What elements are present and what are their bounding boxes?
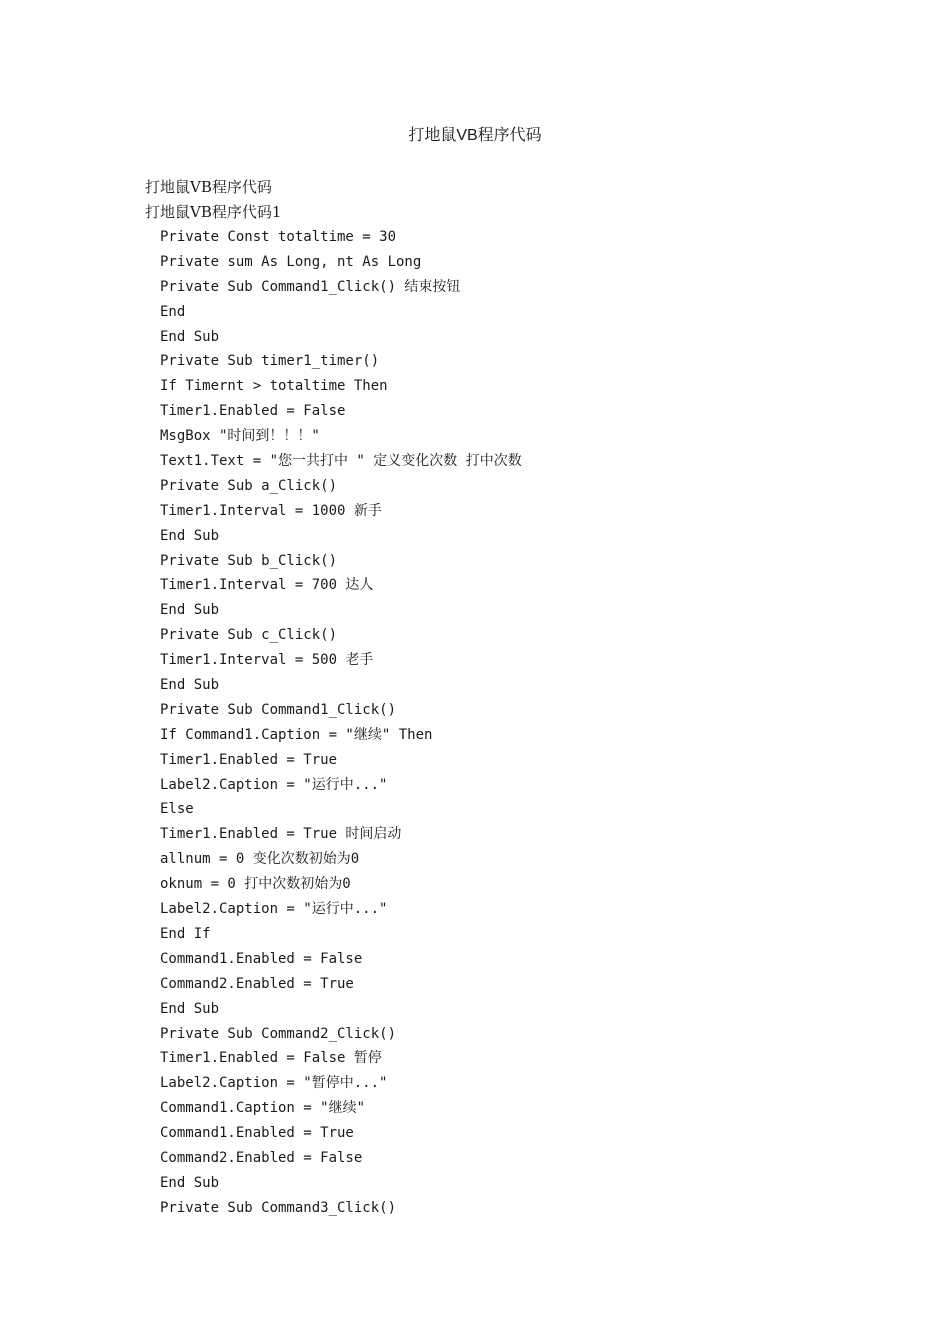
- document-title: 打地鼠VB程序代码: [408, 127, 542, 144]
- code-line: oknum = 0 打中次数初始为0: [160, 876, 351, 893]
- code-line: Command1.Enabled = False: [160, 950, 363, 967]
- code-line: End Sub: [160, 1000, 220, 1017]
- code-line: Private Sub Command1_Click() 结束按钮: [160, 278, 461, 295]
- code-line: Private Sub Command1_Click(): [160, 701, 397, 718]
- code-line: Private Sub a_Click(): [160, 477, 338, 494]
- code-line: End Sub: [160, 602, 220, 619]
- code-line: Command1.Enabled = True: [160, 1125, 354, 1142]
- section-subheading: 打地鼠VB程序代码1: [145, 203, 282, 221]
- code-line: Timer1.Interval = 500 老手: [160, 652, 374, 669]
- code-listing: [160, 225, 522, 1221]
- code-line: Timer1.Enabled = True: [160, 751, 338, 768]
- code-line: Timer1.Enabled = True 时间启动: [160, 826, 402, 843]
- code-line: End Sub: [160, 1174, 220, 1191]
- code-line: Command1.Caption = "继续": [160, 1100, 366, 1117]
- code-line: Private sum As Long, nt As Long: [160, 253, 422, 270]
- code-line: Command2.Enabled = True: [160, 975, 354, 992]
- code-line: Label2.Caption = "运行中...": [160, 901, 388, 918]
- code-line: End: [160, 303, 186, 320]
- code-line: Private Sub b_Click(): [160, 552, 338, 569]
- code-line: End Sub: [160, 527, 220, 544]
- code-line: Private Sub timer1_timer(): [160, 353, 380, 370]
- code-line: Private Sub c_Click(): [160, 627, 338, 644]
- code-line: allnum = 0 变化次数初始为0: [160, 851, 360, 868]
- code-line: End If: [160, 925, 211, 942]
- code-line: End Sub: [160, 328, 220, 345]
- code-line: Else: [160, 801, 194, 818]
- code-line: Timer1.Interval = 1000 新手: [160, 502, 382, 519]
- code-line: Timer1.Enabled = False: [160, 403, 346, 420]
- code-line: Text1.Text = "您一共打中 " 定义变化次数 打中次数: [160, 453, 522, 470]
- code-line: Label2.Caption = "运行中...": [160, 776, 388, 793]
- code-line: Command2.Enabled = False: [160, 1149, 363, 1166]
- code-line: MsgBox "时间到！！！": [160, 428, 320, 445]
- code-line: Label2.Caption = "暂停中...": [160, 1075, 388, 1092]
- code-line: Private Const totaltime = 30: [160, 229, 397, 245]
- code-line: Timer1.Enabled = False 暂停: [160, 1050, 382, 1067]
- code-line: End Sub: [160, 677, 220, 694]
- code-line: If Timernt > totaltime Then: [160, 378, 388, 395]
- section-heading: 打地鼠VB程序代码: [145, 178, 272, 196]
- code-line: If Command1.Caption = "继续" Then: [160, 726, 433, 743]
- code-line: Private Sub Command2_Click(): [160, 1025, 397, 1042]
- code-line: Private Sub Command3_Click(): [160, 1199, 397, 1216]
- code-line: Timer1.Interval = 700 达人: [160, 577, 374, 594]
